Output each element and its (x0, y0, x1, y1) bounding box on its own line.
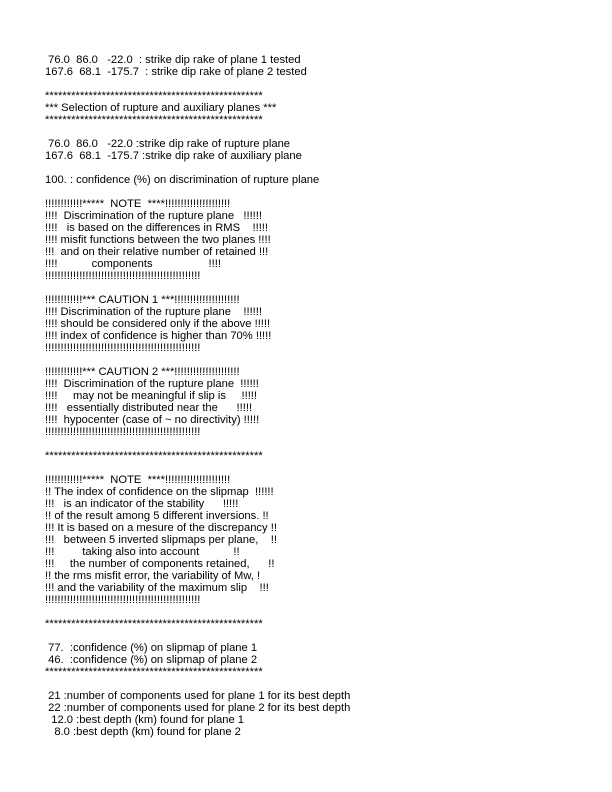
report-line: !! of the result among 5 different inversions. !! (45, 510, 269, 522)
report-line: !!! taking also into account !! (45, 546, 240, 558)
report-line: !!!! hypocenter (case of ~ no directivity) !!!!! (45, 414, 260, 426)
report-line: !!! and the variability of the maximum slip !!! (45, 582, 269, 594)
report-line: !!! the number of components retained, !! (45, 558, 275, 570)
report-line: !! The index of confidence on the slipmap !!!!!! (45, 486, 274, 498)
report-line: !!!!!!!!!!!!!!!!!!!!!!!!!!!!!!!!!!!!!!!!!!!!!!!!!! (45, 594, 201, 606)
report-line: 76.0 86.0 -22.0 :strike dip rake of rupture plane (45, 138, 291, 150)
report-line: !!!! may not be meaningful if slip is !!!!! (45, 390, 258, 402)
report-line: 12.0 :best depth (km) found for plane 1 (45, 714, 245, 726)
report-line: !!!! misfit functions between the two planes !!!! (45, 234, 271, 246)
blank-line (45, 186, 605, 198)
report-line: !!!! index of confidence is higher than 70% !!!!! (45, 330, 272, 342)
report-line: !!! It is based on a mesure of the discrepancy !! (45, 522, 277, 534)
report-line: 76.0 86.0 -22.0 : strike dip rake of plane 1 tested (45, 54, 301, 66)
report-line: 8.0 :best depth (km) found for plane 2 (45, 726, 241, 738)
report-line: ************************************************** (45, 666, 263, 678)
report-line: !!!! should be considered only if the above !!!!! (45, 318, 271, 330)
blank-line (45, 282, 605, 294)
report-line: !!!!!!!!!!!!!!!!!!!!!!!!!!!!!!!!!!!!!!!!!!!!!!!!!! (45, 342, 201, 354)
blank-line (45, 438, 605, 450)
report-line: 77. :confidence (%) on slipmap of plane 1 (45, 642, 258, 654)
report-line: !!!!!!!!!!!!***** NOTE ****!!!!!!!!!!!!!!!!!!!!! (45, 474, 231, 486)
report-line: 22 :number of components used for plane 2 for its best depth (45, 702, 351, 714)
report-line: !!!! Discrimination of the rupture plane !!!!!! (45, 210, 263, 222)
report-text (45, 54, 605, 738)
report-line: 167.6 68.1 -175.7 : strike dip rake of plane 2 tested (45, 66, 307, 78)
blank-line (45, 162, 605, 174)
report-line: !!! between 5 inverted slipmaps per plane, !! (45, 534, 277, 546)
report-line: !!!! is based on the differences in RMS !!!!! (45, 222, 269, 234)
blank-line (45, 462, 605, 474)
report-line: !!! is an indicator of the stability !!!!! (45, 498, 239, 510)
report-line: ************************************************** (45, 618, 263, 630)
report-line: !!!!!!!!!!!!***** NOTE ****!!!!!!!!!!!!!!!!!!!!! (45, 198, 231, 210)
report-line: !!!!!!!!!!!!!!!!!!!!!!!!!!!!!!!!!!!!!!!!!!!!!!!!!! (45, 426, 201, 438)
report-line: ************************************************** (45, 450, 263, 462)
report-line: !!!! components !!!! (45, 258, 221, 270)
report-line: !!!!!!!!!!!!*** CAUTION 1 ***!!!!!!!!!!!!!!!!!!!!! (45, 294, 240, 306)
report-line: *** Selection of rupture and auxiliary planes *** (45, 102, 277, 114)
report-line: 167.6 68.1 -175.7 :strike dip rake of auxiliary plane (45, 150, 302, 162)
report-line: 46. :confidence (%) on slipmap of plane 2 (45, 654, 258, 666)
blank-line (45, 606, 605, 618)
report-line: !!!!!!!!!!!!!!!!!!!!!!!!!!!!!!!!!!!!!!!!!!!!!!!!!! (45, 270, 201, 282)
blank-line (45, 78, 605, 90)
blank-line (45, 630, 605, 642)
report-line: !! the rms misfit error, the variability of Mw, ! (45, 570, 261, 582)
report-line: !!!! Discrimination of the rupture plane !!!!!! (45, 378, 259, 390)
report-line: ************************************************** (45, 90, 263, 102)
blank-line (45, 126, 605, 138)
report-line: !!!!!!!!!!!!*** CAUTION 2 ***!!!!!!!!!!!!!!!!!!!!! (45, 366, 240, 378)
blank-line (45, 678, 605, 690)
report-line: !!!! Discrimination of the rupture plane !!!!!! (45, 306, 263, 318)
blank-line (45, 354, 605, 366)
report-line: 100. : confidence (%) on discrimination of rupture plane (45, 174, 320, 186)
report-line: !!!! essentially distributed near the !!!!! (45, 402, 253, 414)
report-line: ************************************************** (45, 114, 263, 126)
report-line: !!! and on their relative number of retained !!! (45, 246, 269, 258)
report-line: 21 :number of components used for plane 1 for its best depth (45, 690, 351, 702)
